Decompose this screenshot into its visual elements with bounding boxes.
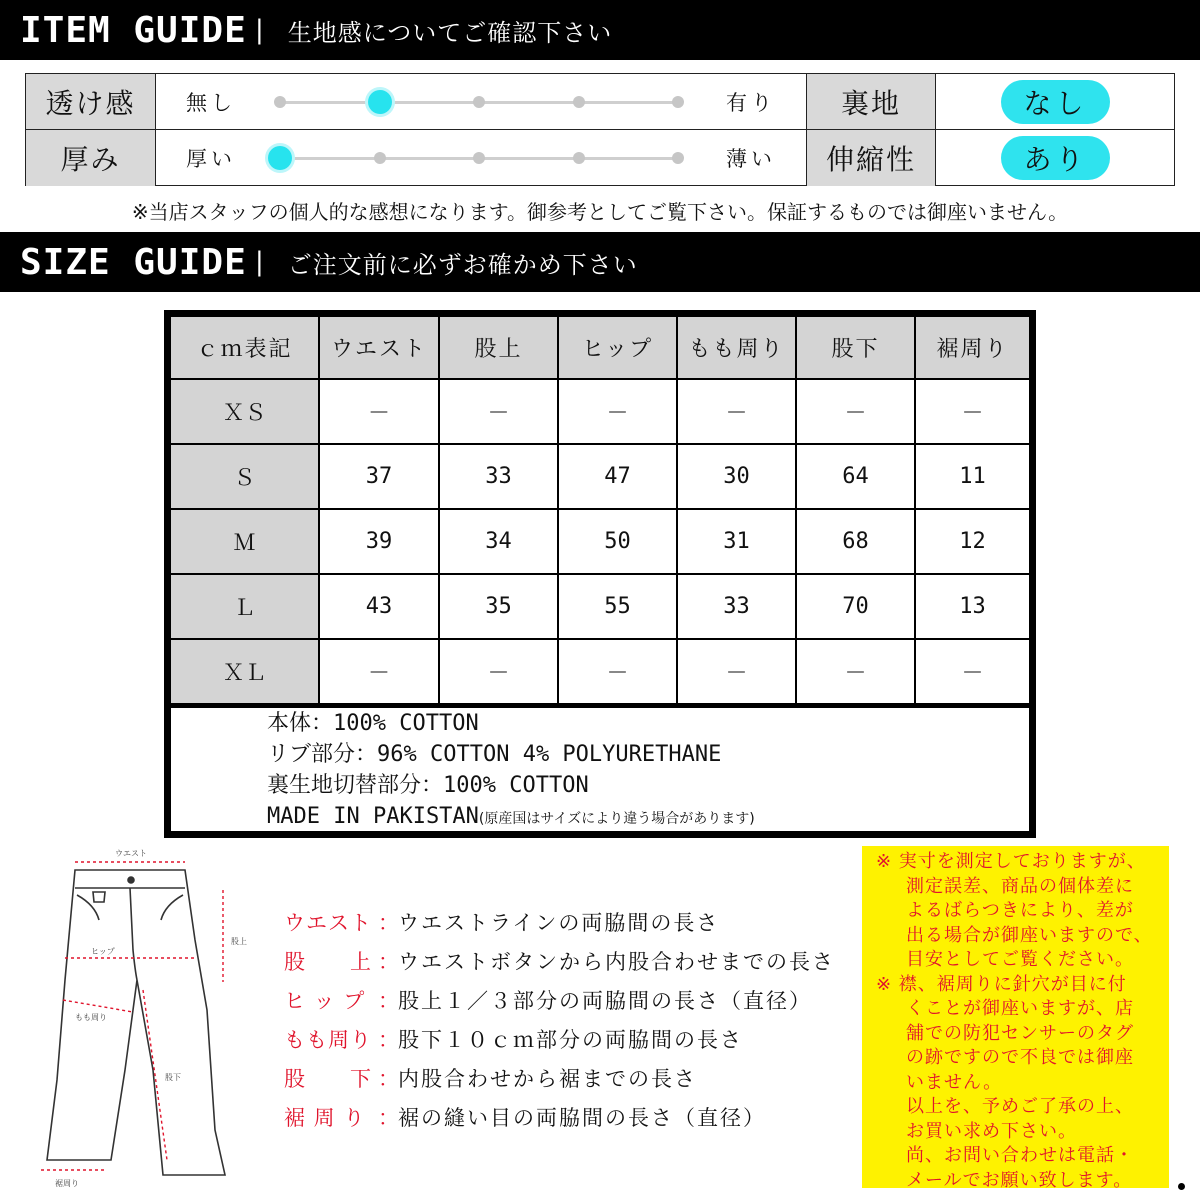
size-guide-subtitle: ご注文前に必ずお確かめ下さい xyxy=(287,250,638,279)
definition-colon: ： xyxy=(378,988,399,1013)
table-cell: 47 xyxy=(559,445,676,508)
banner-separator: | xyxy=(255,15,264,45)
pants-diagram xyxy=(25,840,265,1200)
notice-line: ※ 襟、裾周りに針穴が目に付 xyxy=(876,973,1127,995)
material-body: 本体：100% COTTON xyxy=(267,711,479,736)
notice-line: 目安としてご覧ください。 xyxy=(906,949,1134,970)
table-cell: － xyxy=(559,640,676,703)
scale-marker xyxy=(374,152,386,164)
thickness-max-label: 薄い xyxy=(726,147,776,171)
notice-line: 測定誤差、商品の個体差に xyxy=(906,875,1134,897)
notice-line: の跡ですので不良では御座 xyxy=(906,1047,1134,1068)
definition-term: ヒ ッ プ xyxy=(284,988,366,1013)
table-cell: － xyxy=(797,380,914,443)
table-cell: － xyxy=(797,640,914,703)
thigh-measure-line xyxy=(63,1000,133,1012)
inseam-measure-line xyxy=(143,990,167,1160)
corner-dot xyxy=(1178,1183,1185,1190)
lining-value-badge: なし xyxy=(1001,80,1109,124)
column-header: ウエスト xyxy=(320,317,438,378)
sheerness-scale xyxy=(274,74,684,129)
definition-row xyxy=(284,980,864,1019)
thickness-label: 厚み xyxy=(26,130,156,186)
inseam-diagram-label: 股下 xyxy=(165,1073,181,1082)
definition-colon: ： xyxy=(378,910,399,935)
table-cell: － xyxy=(916,380,1029,443)
sheerness-row xyxy=(26,74,1174,130)
definition-text: 内股合わせから裾までの長さ xyxy=(398,1066,697,1091)
stretch-value-cell xyxy=(937,130,1174,186)
hem-diagram-label: 裾周り xyxy=(55,1179,79,1188)
table-cell: 39 xyxy=(320,510,438,573)
thigh-diagram-label: もも周り xyxy=(75,1013,107,1022)
scale-marker xyxy=(672,152,684,164)
definition-term: ウエスト xyxy=(284,910,372,935)
country-of-origin: MADE IN PAKISTAN xyxy=(267,804,479,829)
pocket-right xyxy=(161,895,183,920)
size-label: ＸＬ xyxy=(171,640,318,703)
table-cell: － xyxy=(320,640,438,703)
pants-outline xyxy=(47,870,225,1175)
lining-label: 裏地 xyxy=(806,74,936,129)
table-cell: 43 xyxy=(320,575,438,638)
column-header: 裾周り xyxy=(916,317,1029,378)
stretch-value-badge: あり xyxy=(1001,136,1109,180)
banner-separator: | xyxy=(255,247,264,277)
staff-opinion-note: ※当店スタッフの個人的な感想になります。御参考としてご覧下さい。保証するものでは御座いません。 xyxy=(131,200,1069,224)
table-cell: － xyxy=(320,380,438,443)
notice-line: 以上を、予めご了承の上、 xyxy=(906,1096,1134,1117)
table-cell: － xyxy=(678,640,795,703)
sheerness-max-label: 有り xyxy=(726,90,776,115)
hip-diagram-label: ヒップ xyxy=(91,947,115,956)
definition-row xyxy=(284,1019,864,1058)
table-cell: － xyxy=(678,380,795,443)
scale-marker-selected xyxy=(368,90,392,114)
notice-line: くことが御座いますが、店 xyxy=(906,998,1134,1019)
item-guide-banner xyxy=(0,0,1200,60)
material-lining: 裏生地切替部分：100% COTTON xyxy=(267,773,589,798)
table-cell: 68 xyxy=(797,510,914,573)
definition-text: ウエストラインの両脇間の長さ xyxy=(398,910,720,935)
table-cell: 33 xyxy=(678,575,795,638)
table-cell: 64 xyxy=(797,445,914,508)
table-cell: 55 xyxy=(559,575,676,638)
definition-text: ウエストボタンから内股合わせまでの長さ xyxy=(398,949,835,974)
notice-line: お買い求め下さい。 xyxy=(906,1120,1077,1142)
definition-term: 股 上 xyxy=(284,949,372,974)
scale-marker xyxy=(473,96,485,108)
table-cell: － xyxy=(440,380,557,443)
origin-note: (原産国はサイズにより違う場合があります) xyxy=(478,811,755,827)
definition-text: 股上１／３部分の両脇間の長さ（直径） xyxy=(398,988,812,1013)
size-label: Ｌ xyxy=(171,575,318,638)
scale-marker xyxy=(672,96,684,108)
notice-line: よるばらつきにより、差が xyxy=(906,900,1134,921)
definition-term: もも周り xyxy=(284,1027,372,1052)
size-guide-banner xyxy=(0,232,1200,292)
waist-diagram-label: ウエスト xyxy=(115,849,147,858)
sheerness-label: 透け感 xyxy=(26,74,156,129)
definition-term: 股 下 xyxy=(284,1066,372,1091)
scale-marker xyxy=(573,96,585,108)
size-label: Ｍ xyxy=(171,510,318,573)
fabric-feel-panel xyxy=(25,73,1175,186)
table-corner-header: ｃｍ表記 xyxy=(171,317,318,378)
stretch-label: 伸縮性 xyxy=(806,130,936,186)
materials-info xyxy=(171,708,1029,831)
table-cell: － xyxy=(440,640,557,703)
definition-text: 裾の縫い目の両脇間の長さ（直径） xyxy=(398,1105,766,1130)
coin-pocket xyxy=(93,892,105,902)
notice-line: 舗での防犯センサーのタグ xyxy=(906,1022,1134,1044)
sheerness-min-label: 無し xyxy=(186,90,236,115)
origin-line xyxy=(267,801,1029,835)
thickness-min-label: 厚い xyxy=(186,147,236,171)
pocket-left xyxy=(77,895,99,920)
table-cell: 37 xyxy=(320,445,438,508)
lining-value-cell xyxy=(937,74,1174,129)
definition-row xyxy=(284,1058,864,1097)
column-header: 股下 xyxy=(797,317,914,378)
material-rib: リブ部分：96% COTTON 4% POLYURETHANE xyxy=(267,742,722,767)
item-guide-title: ITEM GUIDE xyxy=(20,9,247,51)
definition-colon: ： xyxy=(378,949,399,974)
table-cell: 30 xyxy=(678,445,795,508)
table-cell: 11 xyxy=(916,445,1029,508)
item-guide-subtitle: 生地感についてご確認下さい xyxy=(287,18,613,47)
measurement-definitions xyxy=(284,902,864,1136)
notice-line: メールでお願い致します。 xyxy=(906,1169,1133,1191)
column-header: 股上 xyxy=(440,317,557,378)
definition-row xyxy=(284,941,864,980)
table-cell: 31 xyxy=(678,510,795,573)
definition-colon: ： xyxy=(378,1066,399,1091)
size-table xyxy=(164,310,1036,838)
scale-marker-selected xyxy=(268,146,292,170)
table-cell: 50 xyxy=(559,510,676,573)
thickness-row xyxy=(26,130,1174,186)
measurement-notice xyxy=(862,846,1169,1191)
waist-button-icon xyxy=(128,877,134,883)
size-label: Ｓ xyxy=(171,445,318,508)
thickness-scale xyxy=(274,130,684,186)
notice-line: いません。 xyxy=(906,1071,1003,1093)
notice-line: 尚、お問い合わせは電話・ xyxy=(906,1145,1134,1166)
notice-line: ※ 実寸を測定しておりますが、 xyxy=(876,851,1146,872)
table-cell: 70 xyxy=(797,575,914,638)
table-cell: 13 xyxy=(916,575,1029,638)
column-header: もも周り xyxy=(678,317,795,378)
column-header: ヒップ xyxy=(559,317,676,378)
definition-colon: ： xyxy=(378,1105,399,1130)
table-cell: 35 xyxy=(440,575,557,638)
definition-row xyxy=(284,902,864,941)
table-cell: 12 xyxy=(916,510,1029,573)
table-cell: － xyxy=(559,380,676,443)
size-guide-title: SIZE GUIDE xyxy=(20,241,247,283)
definition-text: 股下１０ｃｍ部分の両脇間の長さ xyxy=(398,1027,743,1052)
table-cell: 34 xyxy=(440,510,557,573)
table-cell: 33 xyxy=(440,445,557,508)
size-label: ＸＳ xyxy=(171,380,318,443)
scale-marker xyxy=(473,152,485,164)
definition-term: 裾 周 り xyxy=(284,1105,366,1130)
definition-row xyxy=(284,1097,864,1136)
scale-marker xyxy=(274,96,286,108)
definition-colon: ： xyxy=(378,1027,399,1052)
rise-diagram-label: 股上 xyxy=(231,937,247,946)
scale-marker xyxy=(573,152,585,164)
fly-line xyxy=(130,888,137,980)
table-cell: － xyxy=(916,640,1029,703)
notice-line: 出る場合が御座いますので、 xyxy=(906,924,1153,946)
